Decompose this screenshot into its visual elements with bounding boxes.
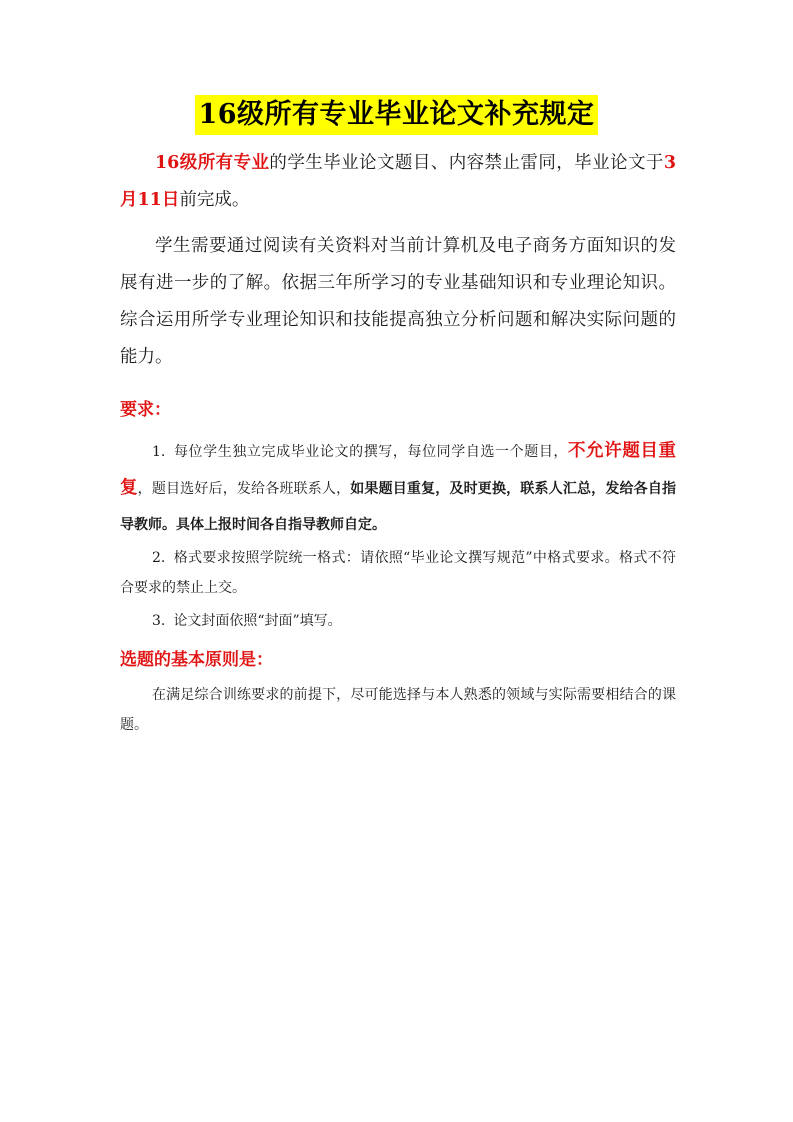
intro-paragraph xyxy=(120,145,676,219)
item-1-bold: 如果题目重复，及时更换，联系人汇总，发给各自指导教师。具体上报时间各自指导教师自定。 xyxy=(120,481,677,533)
principles-block xyxy=(120,680,676,740)
document-title: 16级所有专业毕业论文补充规定 xyxy=(195,95,597,135)
para-2: 学生需要通过阅读有关资料对当前计算机及电子商务方面知识的发展有进一步的了解。依据三年所学习的专业基础知识和专业理论知识。综合运用所学专业理论知识和技能提高独立分析问题和解决实际问题的能力。 xyxy=(120,236,676,367)
item-2-number: 2. xyxy=(152,550,166,566)
body-paragraph xyxy=(120,228,676,376)
requirements-list xyxy=(120,433,676,639)
intro-date: 3月11日 xyxy=(120,153,676,210)
principles-heading: 选题的基本原则是： xyxy=(120,650,273,670)
item-1-text-1: 每位学生独立完成毕业论文的撰写，每位同学自选一个题目， xyxy=(173,444,569,460)
intro-text-1: 的学生毕业论文题目、内容禁止雷同，毕业论文于 xyxy=(269,153,664,173)
item-1-red: 不允许题目重复 xyxy=(120,441,677,498)
intro-text-2: 前完成。 xyxy=(179,190,250,210)
title-wrap xyxy=(0,95,793,135)
item-3-number: 3. xyxy=(152,613,166,629)
principles-text: 在满足综合训练要求的前提下，尽可能选择与本人熟悉的领域与实际需要相结合的课题。 xyxy=(120,687,676,733)
item-1-text-2: ，题目选好后，发给各班联系人， xyxy=(137,481,351,497)
item-3-text: 论文封面依照“封面”填写。 xyxy=(173,613,342,629)
requirement-item-3 xyxy=(120,603,676,639)
item-1-number: 1. xyxy=(152,444,166,460)
item-2-text: 格式要求按照学院统一格式：请依照“毕业论文撰写规范”中格式要求。格式不符合要求的禁止上交。 xyxy=(120,550,676,596)
requirements-heading: 要求： xyxy=(120,400,171,420)
requirement-item-1 xyxy=(120,433,676,543)
requirement-item-2 xyxy=(120,543,676,603)
intro-highlight: 16级所有专业 xyxy=(155,153,270,173)
